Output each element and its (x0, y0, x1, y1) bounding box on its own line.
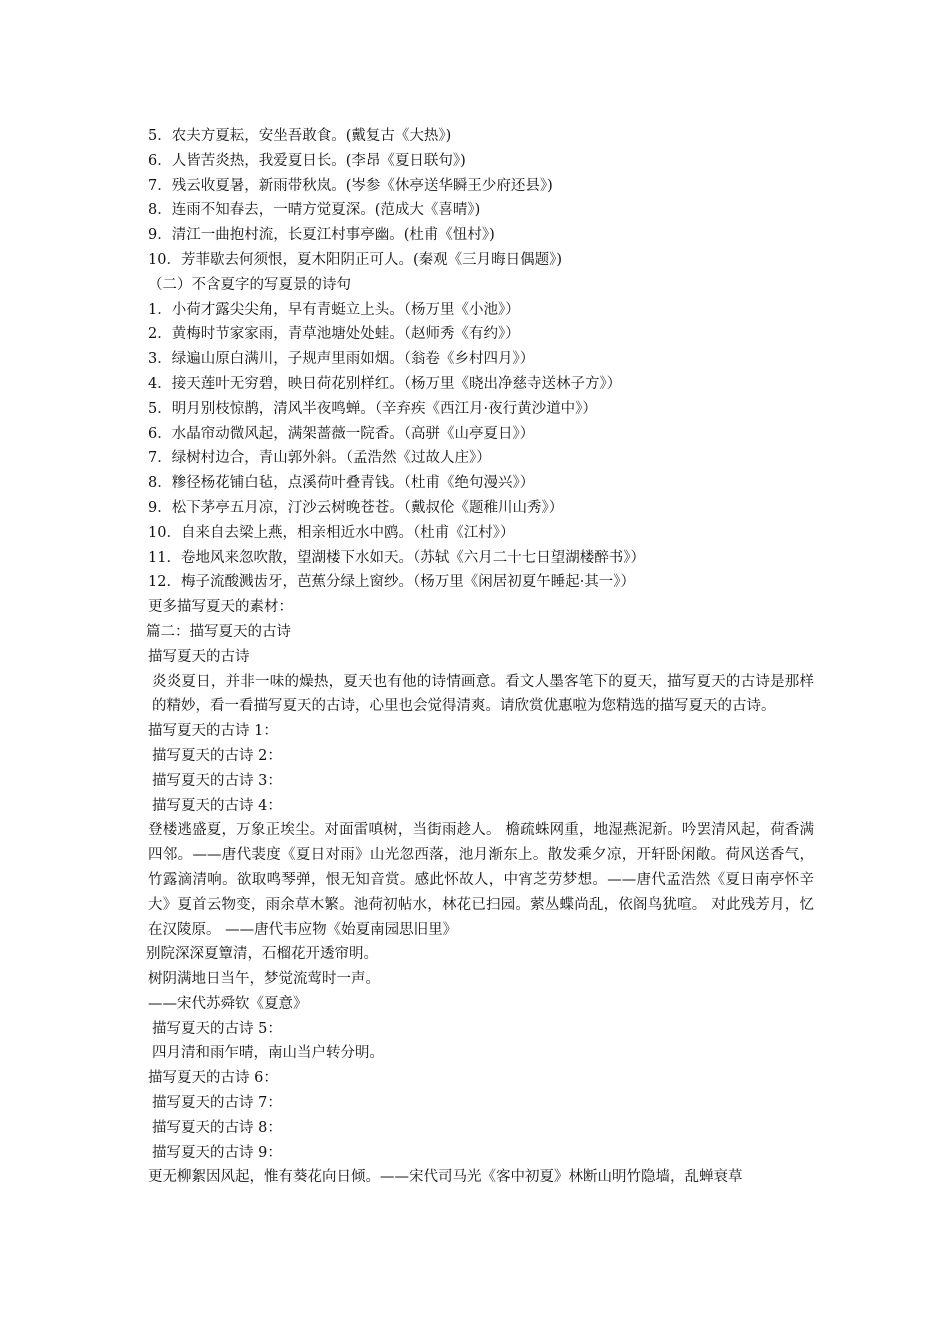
text-line: 8．连雨不知春去，一晴方觉夏深。(范成大《喜晴》) (148, 202, 481, 219)
section-heading: 篇二：描写夏天的古诗 (146, 623, 291, 640)
section-heading: （二）不含夏字的写夏景的诗句 (148, 276, 351, 293)
text-line: 10．自来自去梁上燕，相亲相近水中鸥。（杜甫《江村》） (148, 524, 515, 541)
poem-label: 描写夏天的古诗 9： (152, 1144, 282, 1161)
text-line: 4．接天莲叶无穷碧，映日荷花别样红。（杨万里《晓出净慈寺送林子方》） (148, 375, 622, 392)
text-line: 10．芳菲歇去何须恨，夏木阳阴正可人。(秦观《三月晦日偶题》) (148, 251, 563, 268)
text-line: 9．清江一曲抱村流，长夏江村事亭幽。(杜甫《忸村》) (148, 227, 495, 244)
text-line: 7．残云收夏暑，新雨带秋岚。(岑参《休亭送华瞬王少府还县》) (148, 177, 553, 194)
poem-label: 描写夏天的古诗 5： (152, 1020, 282, 1037)
poem-paragraph: 登楼逃盛夏，万象正埃尘。对面雷嗔树，当街雨趁人。 檐疏蛛网重，地湿燕泥新。吟罢清风起，荷香满四邻。——唐代裴度《夏日对雨》山光忽西落，池月渐东上。散发乘夕凉，开轩卧闲敞。荷风送香气，竹露滴清响。欲取鸣琴弹，恨无知音赏。感此怀故人，中宵芝劳梦想。——唐代孟浩然《夏日南亭怀辛大》夏首云物变，雨余草木繁。池荷初帖水，林花已扫园。萦丛蝶尚乱，依阁鸟犹喧。 对此残芳月，忆在汉陵原。 ——唐代韦应物《始夏南园思旧里》 (148, 822, 814, 938)
text-line: 12．梅子流酸溅齿牙，芭蕉分绿上窗纱。（杨万里《闲居初夏午睡起·其一》） (148, 574, 636, 591)
text-line: 9．松下茅亭五月凉，汀沙云树晚苍苍。（戴叔伦《题稚川山秀》） (148, 499, 564, 516)
text-line: ——宋代苏舜钦《夏意》 (148, 995, 308, 1012)
poem-label: 描写夏天的古诗 1： (148, 723, 278, 740)
text-line: 5．明月别枝惊鹊，清风半夜鸣蝉。（辛弃疾《西江月·夜行黄沙道中》） (148, 400, 597, 417)
text-line: 5．农夫方夏耘，安坐吾敢食。(戴复古《大热》) (148, 128, 452, 144)
text-line: 3．绿遍山原白满川，子规声里雨如烟。（翁卷《乡村四月》） (148, 351, 535, 368)
text-line: 7．绿树村边合，青山郭外斜。（孟浩然《过故人庄》） (148, 450, 491, 467)
text-line: 更无柳絮因风起，惟有葵花向日倾。——宋代司马光《客中初夏》林断山明竹隐墙，乱蝉衰草 (148, 1169, 743, 1186)
poem-label: 描写夏天的古诗 6： (148, 1070, 278, 1087)
poem-label: 描写夏天的古诗 8： (152, 1119, 282, 1136)
intro-paragraph: 炎炎夏日，并非一味的燥热，夏天也有他的诗情画意。看文人墨客笔下的夏天，描写夏天的古诗是那样的精妙，看一看描写夏天的古诗，心里也会觉得清爽。请欣赏优惠啦为您精选的描写夏天的古诗。 (152, 673, 814, 715)
text-line: 别院深深夏簟清，石榴花开透帘明。 (146, 946, 378, 963)
text-line: 8．糁径杨花铺白毡，点溪荷叶叠青钱。（杜甫《绝句漫兴》） (148, 475, 535, 492)
poem-label: 描写夏天的古诗 3： (152, 772, 282, 789)
document-body (146, 124, 814, 1190)
text-line: 6．水晶帘动微风起，满架蔷薇一院香。（高骈《山亭夏日》） (148, 425, 535, 442)
text-line: 11．卷地风来忽吹散，望湖楼下水如天。（苏轼《六月二十七日望湖楼醉书》） (148, 549, 645, 566)
text-line: 6．人皆苦炎热，我爱夏日长。(李昂《夏日联句》) (148, 152, 466, 169)
text-line: 1．小荷才露尖尖角，早有青蜓立上头。（杨万里《小池》） (148, 301, 520, 318)
section-heading: 描写夏天的古诗 (148, 648, 250, 665)
text-line: 更多描写夏天的素材： (148, 599, 293, 616)
text-line: 四月清和雨乍晴，南山当户转分明。 (152, 1045, 384, 1062)
poem-label: 描写夏天的古诗 4： (152, 797, 282, 814)
text-line: 树阴满地日当午，梦觉流莺时一声。 (148, 971, 380, 988)
text-line: 2．黄梅时节家家雨，青草池塘处处蛙。（赵师秀《有约》） (148, 326, 520, 343)
poem-label: 描写夏天的古诗 2： (152, 747, 282, 764)
poem-label: 描写夏天的古诗 7： (152, 1095, 282, 1112)
